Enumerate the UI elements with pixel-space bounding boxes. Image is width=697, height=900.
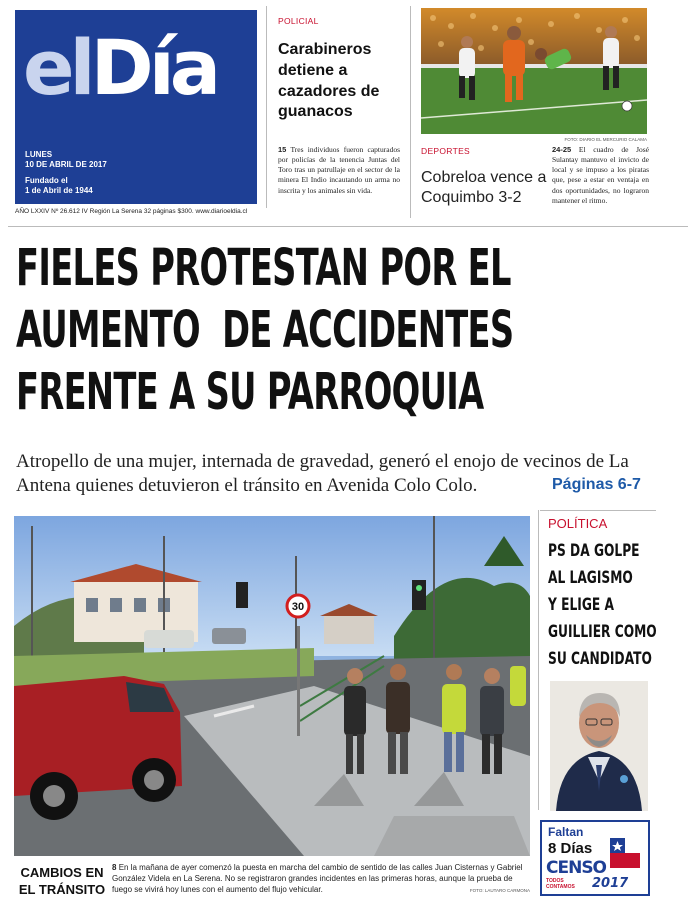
caption-title-line: EL TRÁNSITO [18,882,106,897]
policial-title-line: guanacos [278,103,353,121]
deportes-page-ref: 24-25 [552,145,572,154]
column-divider [538,510,539,810]
deportes-title[interactable] [421,168,549,208]
deportes-body: El cuadro de José Sulantay mantuvo el invicto de local y se impuso a los piratas que, pese a estar en ventaja en dos oportunidades, no lograron mantener el ritmo. [552,145,649,205]
politica-title-line: AL LAGISMO [548,568,633,588]
policial-page-ref: 15 [278,145,287,154]
politica-title-line: Y ELIGE A [548,595,614,615]
traffic-photo [14,516,530,856]
censo-ad[interactable] [540,820,650,896]
main-headline[interactable] [16,238,514,424]
sports-photo [421,8,647,134]
censo-faltan: Faltan [548,825,584,839]
politica-title-line: PS DA GOLPE [548,541,640,561]
edition-info: AÑO LXXIV Nº 26.612 IV Región La Serena 32 páginas $300. www.diarioeldia.cl [15,208,248,215]
main-lead: Atropello de una mujer, internada de gravedad, generó el enojo de vecinos de La Antena quienes detuvieron el tránsito en Avenida Colo Colo. [16,451,629,496]
deportes-summary [552,145,649,206]
deportes-title-line: Cobreloa vence a [421,169,547,186]
censo-tagline [546,879,575,890]
policial-body: Tres individuos fueron capturados por policías de la tenencia Juntas del Toro tras un patrullaje en el sector de la minera El Indio incautando un arma no inscrita y los animales sin vida. [278,145,401,195]
founded-line-2: 1 de Abril de 1944 [25,186,93,195]
logo [23,23,217,112]
headline-line: FRENTE A SU PARROQUIA [16,363,484,422]
speed-sign-value: 30 [291,601,305,613]
policial-title-line: Carabineros [278,41,372,58]
censo-days: 8 Días [548,840,593,857]
section-divider [540,510,656,511]
caption-text: En la mañana de ayer comenzó la puesta en marcha del cambio de sentido de las calles Juan Cisternas y Gabriel González Videla en La Serena. No se registraron grandes incidentes en las primeras horas, aunque la prueba de fuego se vivirá hoy lunes con el aumento del flujo vehicular. [112,863,523,894]
section-label-deportes: DEPORTES [421,146,471,156]
politica-title-line: SU CANDIDATO [548,649,652,669]
logo-el: el [23,23,91,112]
caption-title [14,864,110,898]
sports-photo-credit: FOTO: DIARIO EL MERCURIO CALAMA [564,137,647,142]
founded-note [25,176,93,196]
deportes-title-line: Coquimbo 3-2 [421,189,522,206]
caption-title-line: CAMBIOS EN [20,865,104,880]
policial-summary [278,145,400,196]
founded-line-1: Fundado el [25,176,68,185]
column-divider [410,6,411,218]
masthead-logo-block[interactable] [15,10,257,204]
censo-tagline-1: TODOS [546,878,564,884]
section-label-politica: POLÍTICA [548,516,608,531]
politica-title-line: GUILLIER COMO [548,622,657,642]
policial-title-line: cazadores de [278,82,380,100]
policial-title[interactable] [278,40,406,123]
logo-dia: Día [90,23,217,112]
section-label-policial: POLICIAL [278,16,319,26]
issue-date-text: 10 DE ABRIL DE 2017 [25,160,107,169]
headline-line: AUMENTO DE ACCIDENTES [16,301,514,360]
policial-title-line: detiene a [278,61,348,79]
issue-day: LUNES [25,150,53,159]
censo-word: CENSO [546,858,607,878]
censo-tagline-2: CONTAMOS [546,883,575,890]
candidate-photo [550,681,648,811]
chile-flag-star-icon [608,836,642,870]
column-divider [266,6,267,208]
section-divider [8,226,688,227]
caption-page-ref: 8 [112,863,117,872]
headline-line: FIELES PROTESTAN POR EL [16,239,511,298]
main-pages-link[interactable]: Páginas 6-7 [552,476,641,493]
censo-year: 2017 [592,876,629,891]
traffic-photo-credit: FOTO: LAUTARO CARMONA [469,888,530,893]
issue-date [25,150,107,170]
politica-title[interactable] [548,538,657,673]
